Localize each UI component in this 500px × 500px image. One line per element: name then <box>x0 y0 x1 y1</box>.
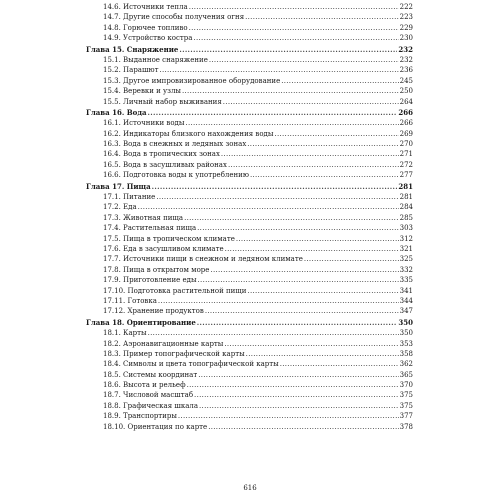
toc-entry-page: 232 <box>399 55 413 64</box>
toc-entry-page: 353 <box>399 339 413 348</box>
toc-entry-page: 358 <box>399 349 413 358</box>
dot-leader <box>236 234 399 244</box>
toc-entry-page: 344 <box>399 296 413 305</box>
toc-entry-title: 15.1. Выданное снаряжение <box>103 55 208 64</box>
toc-entry-title: Глава 15. Снаряжение <box>86 44 179 54</box>
toc-entry-title: 17.2. Еда <box>103 203 137 212</box>
toc-section-entry <box>86 411 413 421</box>
dot-leader <box>156 192 398 202</box>
toc-section-entry <box>86 86 413 96</box>
toc-section-entry <box>86 160 413 170</box>
toc-entry-page: 266 <box>398 107 413 117</box>
dot-leader <box>148 328 399 338</box>
dot-leader <box>274 129 398 139</box>
toc-entry-page: 332 <box>399 265 413 274</box>
toc-entry-page: 350 <box>399 329 413 338</box>
dot-leader <box>199 401 399 411</box>
dot-leader <box>245 12 399 22</box>
toc-section-entry <box>86 306 413 316</box>
toc-section-entry <box>86 339 413 349</box>
toc-entry-page: 277 <box>399 171 413 180</box>
toc-entry-title: 17.4. Растительная пища <box>103 224 197 233</box>
toc-entry-title: 17.1. Питание <box>103 193 156 202</box>
toc-entry-page: 232 <box>398 44 413 54</box>
dot-leader <box>152 182 398 192</box>
dot-leader <box>205 306 399 316</box>
toc-entry-title: 17.5. Пища в тропическом климате <box>103 234 235 243</box>
toc-entry-title: 17.12. Хранение продуктов <box>103 307 204 316</box>
dot-leader <box>208 422 398 432</box>
dot-leader <box>246 349 399 359</box>
toc-entry-title: 16.3. Вода в снежных и ледяных зонах <box>103 140 247 149</box>
dot-leader <box>187 380 399 390</box>
toc-section-entry <box>86 422 413 432</box>
toc-entry-title: 18.8. Графическая шкала <box>103 401 199 410</box>
toc-entry-page: 271 <box>399 150 413 159</box>
toc-section-entry <box>86 192 413 202</box>
toc-entry-title: 14.9. Устройство костра <box>103 34 193 43</box>
table-of-contents <box>86 2 413 432</box>
toc-entry-title: 17.10. Подготовка растительной пищи <box>103 286 247 295</box>
toc-section-entry <box>86 149 413 159</box>
toc-section-entry <box>86 370 413 380</box>
toc-entry-title: 18.5. Системы координат <box>103 370 198 379</box>
toc-entry-page: 272 <box>399 160 413 169</box>
toc-entry-title: 16.6. Подготовка воды к употреблению <box>103 171 249 180</box>
dot-leader <box>197 223 398 233</box>
toc-entry-title: Глава 18. Ориентирование <box>86 317 196 327</box>
toc-chapter-entry <box>86 45 413 55</box>
dot-leader <box>228 160 399 170</box>
dot-leader <box>247 286 398 296</box>
toc-chapter-entry <box>86 182 413 192</box>
toc-entry-title: 18.7. Числовой масштаб <box>103 391 194 400</box>
toc-entry-title: 16.4. Вода в тропических зонах <box>103 150 220 159</box>
dot-leader <box>178 411 399 421</box>
dot-leader <box>179 45 397 55</box>
toc-section-entry <box>86 286 413 296</box>
toc-entry-page: 264 <box>399 97 413 106</box>
toc-entry-page: 236 <box>399 66 413 75</box>
dot-leader <box>250 170 399 180</box>
toc-section-entry <box>86 2 413 12</box>
toc-section-entry <box>86 23 413 33</box>
dot-leader <box>189 23 399 33</box>
toc-section-entry <box>86 76 413 86</box>
toc-entry-title: 14.7. Другие способы получения огня <box>103 13 245 22</box>
toc-entry-title: 15.2. Парашют <box>103 66 159 75</box>
toc-entry-page: 375 <box>399 391 413 400</box>
toc-section-entry <box>86 401 413 411</box>
toc-section-entry <box>86 380 413 390</box>
toc-section-entry <box>86 390 413 400</box>
dot-leader <box>193 33 398 43</box>
toc-entry-title: 18.6. Высота и рельеф <box>103 381 186 390</box>
toc-entry-title: 18.1. Карты <box>103 329 147 338</box>
toc-section-entry <box>86 254 413 264</box>
dot-leader <box>198 370 398 380</box>
dot-leader <box>224 339 398 349</box>
toc-section-entry <box>86 129 413 139</box>
toc-section-entry <box>86 275 413 285</box>
toc-entry-page: 245 <box>399 76 413 85</box>
toc-entry-page: 222 <box>399 3 413 11</box>
dot-leader <box>198 275 399 285</box>
toc-entry-title: 15.4. Веревки и узлы <box>103 87 181 96</box>
toc-entry-title: 16.1. Источники воды <box>103 119 185 128</box>
toc-chapter-entry <box>86 108 413 118</box>
toc-section-entry <box>86 97 413 107</box>
toc-entry-title: Глава 16. Вода <box>86 107 147 117</box>
dot-leader <box>223 97 399 107</box>
dot-leader <box>304 254 399 264</box>
toc-entry-page: 312 <box>399 234 413 243</box>
toc-entry-title: 17.6. Еда в засушливом климате <box>103 244 224 253</box>
toc-section-entry <box>86 223 413 233</box>
toc-chapter-entry <box>86 318 413 328</box>
toc-entry-title: 17.8. Пища в открытом море <box>103 265 210 274</box>
toc-section-entry <box>86 12 413 22</box>
dot-leader <box>197 318 398 328</box>
toc-entry-title: 18.4. Символы и цвета топографической карты <box>103 360 279 369</box>
toc-entry-page: 350 <box>398 317 413 327</box>
dot-leader <box>138 202 399 212</box>
toc-entry-title: 16.2. Индикаторы близкого нахождения воды <box>103 129 274 138</box>
toc-entry-title: 17.11. Готовка <box>103 296 157 305</box>
toc-entry-page: 269 <box>399 129 413 138</box>
toc-section-entry <box>86 359 413 369</box>
dot-leader <box>189 2 399 12</box>
toc-entry-page: 281 <box>399 193 413 202</box>
toc-section-entry <box>86 265 413 275</box>
toc-entry-page: 284 <box>399 203 413 212</box>
toc-section-entry <box>86 139 413 149</box>
toc-entry-page: 365 <box>399 370 413 379</box>
toc-entry-title: 14.6. Источники тепла <box>103 3 188 11</box>
page-number: 616 <box>243 484 257 492</box>
toc-entry-page: 375 <box>399 401 413 410</box>
dot-leader <box>194 390 399 400</box>
toc-section-entry <box>86 65 413 75</box>
toc-section-entry <box>86 33 413 43</box>
toc-section-entry <box>86 170 413 180</box>
toc-entry-page: 377 <box>399 412 413 421</box>
toc-entry-title: 18.9. Транспортиры <box>103 412 177 421</box>
dot-leader <box>221 149 399 159</box>
toc-section-entry <box>86 349 413 359</box>
toc-section-entry <box>86 234 413 244</box>
toc-entry-page: 335 <box>399 276 413 285</box>
dot-leader <box>280 359 399 369</box>
toc-entry-page: 341 <box>399 286 413 295</box>
toc-entry-page: 370 <box>399 381 413 390</box>
dot-leader <box>182 86 399 96</box>
dot-leader <box>159 65 398 75</box>
toc-entry-title: 18.10. Ориентация по карте <box>103 422 208 431</box>
toc-entry-page: 378 <box>399 422 413 431</box>
toc-section-entry <box>86 213 413 223</box>
dot-leader <box>185 118 398 128</box>
toc-entry-page: 266 <box>399 119 413 128</box>
toc-entry-title: 15.5. Личный набор выживания <box>103 97 222 106</box>
toc-section-entry <box>86 244 413 254</box>
toc-entry-page: 281 <box>398 181 413 191</box>
toc-entry-title: 18.2. Аэронавигационные карты <box>103 339 224 348</box>
toc-section-entry <box>86 55 413 65</box>
dot-leader <box>225 244 399 254</box>
toc-entry-title: Глава 17. Пища <box>86 181 151 191</box>
toc-entry-title: 17.3. Животная пища <box>103 213 184 222</box>
toc-entry-page: 325 <box>399 255 413 264</box>
toc-entry-page: 285 <box>399 213 413 222</box>
toc-entry-page: 250 <box>399 87 413 96</box>
dot-leader <box>281 76 398 86</box>
toc-entry-page: 223 <box>399 13 413 22</box>
toc-entry-page: 229 <box>399 23 413 32</box>
dot-leader <box>148 108 398 118</box>
toc-entry-title: 15.3. Другое импровизированное оборудование <box>103 76 281 85</box>
toc-entry-page: 347 <box>399 307 413 316</box>
toc-entry-title: 14.8. Горючее топливо <box>103 23 188 32</box>
toc-entry-title: 18.3. Пример топографической карты <box>103 349 245 358</box>
dot-leader <box>247 139 398 149</box>
toc-entry-page: 303 <box>399 224 413 233</box>
dot-leader <box>210 265 398 275</box>
dot-leader <box>158 296 399 306</box>
toc-section-entry <box>86 202 413 212</box>
toc-entry-page: 321 <box>399 244 413 253</box>
toc-entry-page: 270 <box>399 140 413 149</box>
toc-entry-page: 230 <box>399 34 413 43</box>
toc-entry-page: 362 <box>399 360 413 369</box>
toc-entry-title: 17.7. Источники пищи в снежном и ледяном климате <box>103 255 303 264</box>
toc-section-entry <box>86 328 413 338</box>
toc-entry-title: 16.5. Вода в засушливых районах <box>103 160 227 169</box>
toc-section-entry <box>86 296 413 306</box>
dot-leader <box>209 55 399 65</box>
toc-section-entry <box>86 118 413 128</box>
toc-entry-title: 17.9. Приготовление еды <box>103 276 197 285</box>
dot-leader <box>184 213 399 223</box>
